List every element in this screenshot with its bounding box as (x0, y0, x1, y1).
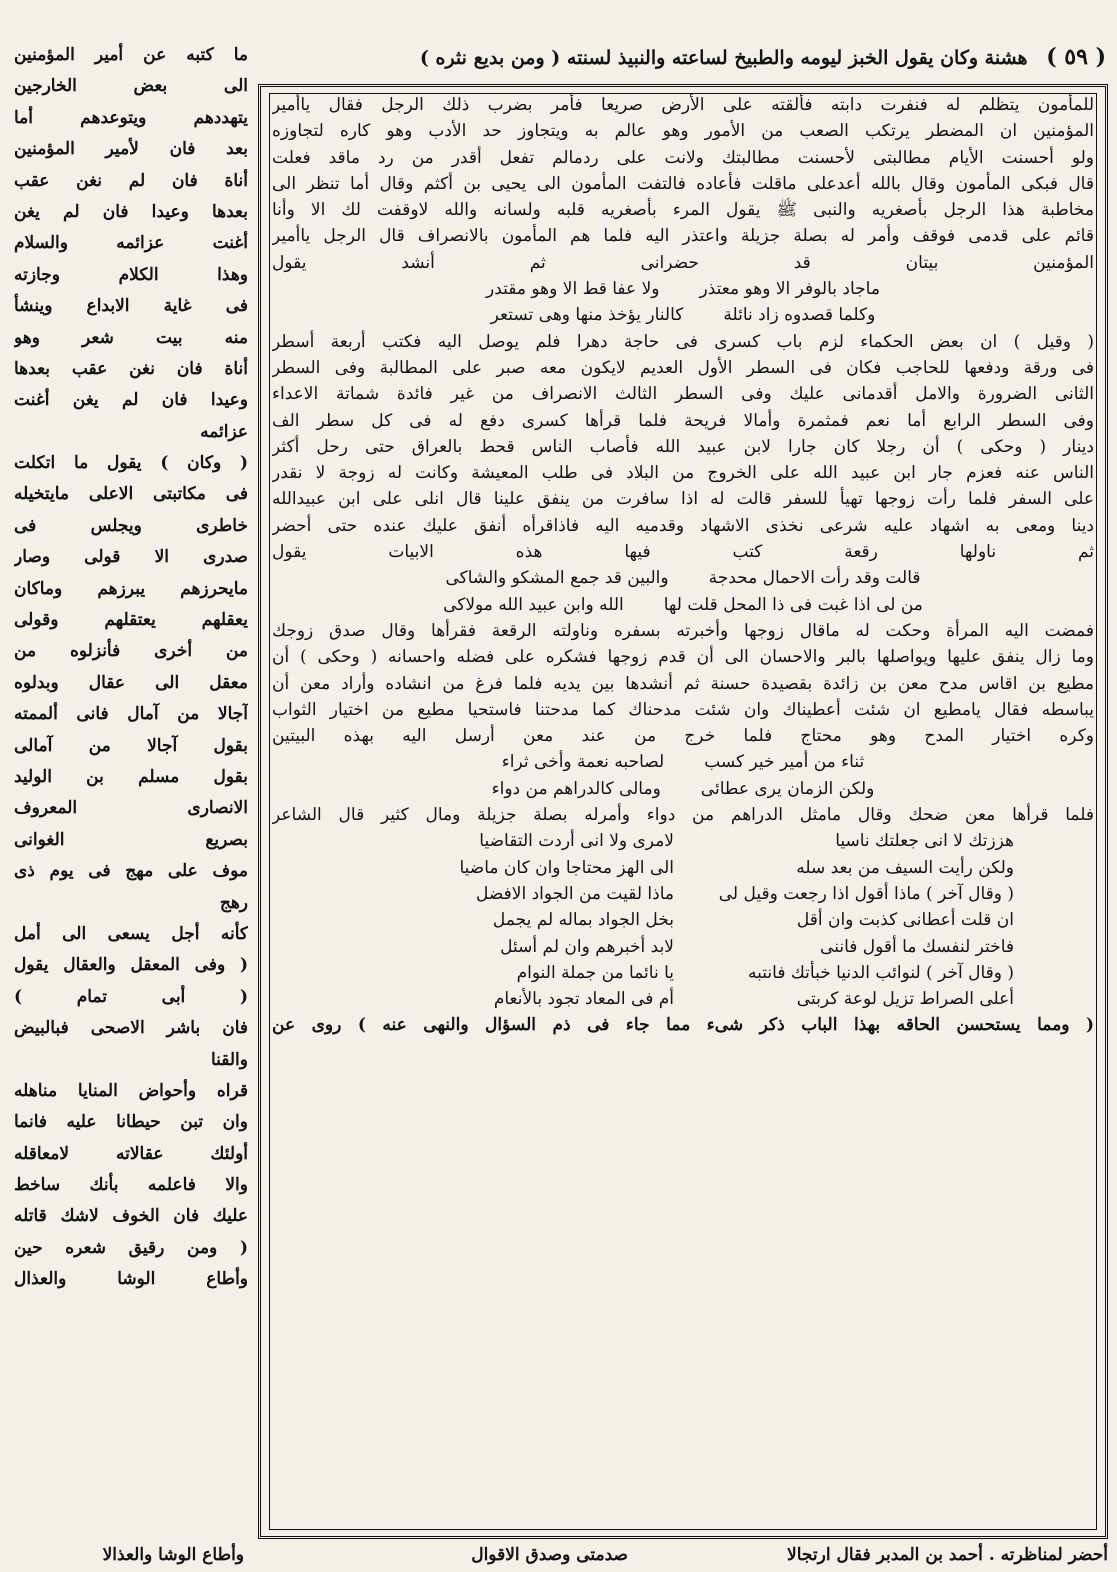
verse-line (272, 592, 1094, 618)
margin-line: بصريع الغوانى (14, 829, 248, 850)
footer-catchword-middle: صدمتى وصدق الاقوال (471, 1545, 628, 1565)
running-title: هشنة وكان يقول الخبز ليومه والطبيخ لساعته والنبيذ لسنته ( ومن بديع نثره ) (419, 47, 1028, 69)
poem-hemistich-left: لابد أخبرهم وان لم أسئل (500, 936, 674, 957)
verse-hemistich-second: لصاحبه نعمة وأخى ثراء (501, 752, 665, 773)
text-line: المؤمنين ان المضطر يرتكب الصعب من الأمور وهو عالم به ويتجاوز حد الأدب وهو كاره لتجاوزه (272, 121, 1094, 142)
poem-line (272, 907, 1094, 933)
margin-line: فان باشر الاصحى فبالبيض (14, 1018, 248, 1039)
verse-hemistich-second: كالنار يؤخذ منها وهى تستعر (490, 305, 684, 326)
main-text-block (272, 92, 1094, 1532)
poem-line (272, 960, 1094, 986)
verse-line (272, 276, 1094, 302)
verse-line (272, 749, 1094, 775)
text-line: للمأمون يتظلم له فنفرت دابته فألقته على الأرض صريعا فأمر بضرب ذلك الرجل فقال ياأمير (272, 95, 1094, 115)
text-line: مخاطبة هذا الرجل بأصغريه والنبى ﷺ يقول المرء بأصغريه قلبه ولسانه والله لاوقفت لك الا وأنا (272, 200, 1094, 221)
margin-line: أناة فان لم نغن عقب (14, 170, 248, 191)
poem-hemistich-right: ولكن رأيت السيف من بعد سله (796, 857, 1014, 878)
margin-line: من أخرى فأنزلوه من (14, 641, 248, 662)
margin-line: يعقلهم يعتقلهم وقولى (14, 610, 248, 631)
poem-line (272, 855, 1094, 881)
poem-hemistich-left: يا نائما من جملة النوام (516, 962, 674, 983)
poem-hemistich-right: فاختر لنفسك ما أقول فاننى (820, 936, 1014, 957)
poem-hemistich-right: ( وقال آخر ) لنوائب الدنيا خبأتك فانتبه (748, 962, 1014, 983)
page-header (266, 36, 1106, 78)
footer-catchword-left: وأطاع الوشا والعذالا (102, 1545, 244, 1565)
margin-line: الى بعض الخارجين (14, 76, 248, 97)
margin-line: بقول آجالا من آمالى (14, 735, 248, 756)
verse-hemistich-first: قالت وقد رأت الاحمال محدجة (708, 568, 921, 589)
text-line: ( وقيل ) ان بعض الحكماء لزم باب كسرى فى حاجة دهرا فلم يوصل اليه فكتب أربعة أسطر (272, 331, 1094, 352)
text-line: ثم ناولها رقعة كتب فيها هذه الابيات يقول (272, 542, 1094, 563)
poem-line (272, 881, 1094, 907)
text-line: الناس عنه فعزم جار ابن عبيد الله على الخروج من البلاد فى طلب المعيشة وكانت له زوجة لا نقدر (272, 463, 1094, 484)
margin-line: يتهددهم ويتوعدهم أما (14, 107, 248, 128)
margin-line: الانصارى المعروف (14, 798, 248, 819)
margin-line: وعيدا فان لم يغن أغنت (14, 390, 248, 411)
verse-line (272, 776, 1094, 802)
text-line: دينا ومعى به اشهاد عليه شرعى نخذى الاشهاد وقدميه اليه فاذاقرأه أنفق عليك عنده حتى أحضر (272, 515, 1094, 536)
poem-hemistich-left: لامرى ولا انى أردت التقاضيا (479, 831, 674, 852)
verse-hemistich-first: ماجاد بالوفر الا وهو معتذر (699, 279, 880, 300)
poem-hemistich-left: ماذا لقيت من الجواد الافضل (476, 883, 674, 904)
text-line: وكره اختيار المدح وهو محتاج فلما خرج من عند معن أرسل اليه بهذه البيتين (272, 726, 1094, 747)
poem-hemistich-left: أم فى المعاد تجود بالأنعام (493, 989, 674, 1010)
margin-line: والا فاعلمه بأنك ساخط (14, 1175, 248, 1196)
margin-line: منه بيت شعر وهو (14, 327, 248, 348)
margin-line: كأنه أجل يسعى الى أمل (14, 923, 248, 944)
verse-hemistich-first: من لى اذا غبت فى ذا المحل قلت لها (663, 594, 923, 615)
text-line: ولو أحسنت الأيام مطالبتى لأحسنت مطالبتك ولانت على ردمالم تفعل أقدر من رد ماقد فعلت (272, 147, 1094, 168)
margin-line: والقنا (210, 1049, 248, 1070)
text-line: المؤمنين بيتان قد حضرانى ثم أنشد يقول (272, 252, 1094, 273)
verse-line (272, 302, 1094, 328)
verse-hemistich-second: الله وابن عبيد الله مولاكى (443, 594, 624, 615)
verse-hemistich-first: ولكن الزمان يرى عطائى (700, 778, 875, 799)
margin-line: ( وفى المعقل والعقال يقول (14, 955, 248, 976)
margin-line: أولئك عقالاته لامعاقله (14, 1143, 248, 1164)
text-line: قال فبكى المأمون وقال بالله أعدعلى ماقلت فأعاده فالتفت المأمون الى يحيى بن أكثم وقال أما تنظر الى (272, 173, 1094, 194)
text-line: الثانى الضرورة والامل أقدمانى عليك وفى السطر الثالث الانصراف من غير فائدة شماتة الاعداء (272, 384, 1094, 405)
text-line: يباسطه فقال يامطيع ان شئت أعطيناك وان شئت مدحناك كما مدحتنا فاستحيا مطيع من اختيار الثواب (272, 699, 1094, 720)
footer-catchword-right: أحضر لمناظرته . أحمد بن المدبر فقال ارتجالا (787, 1545, 1108, 1565)
verse-hemistich-second: ولا عفا قط الا وهو مقتدر (486, 279, 660, 300)
margin-line: وان تبن حيطانا عليه فانما (14, 1112, 248, 1133)
margin-line: أغنت عزائمه والسلام (14, 233, 248, 254)
text-line: فلما قرأها معن ضحك وقال مامثل الدراهم من دواء وأمرله بصلة جزيلة ومال كثير قال الشاعر (272, 805, 1094, 826)
margin-line: ما كتبه عن أمير المؤمنين (14, 45, 248, 65)
margin-line: بقول مسلم بن الوليد (14, 766, 248, 787)
margin-line: موف على مهج فى يوم ذى (14, 861, 248, 882)
margin-column (14, 40, 248, 1530)
margin-line: وأطاع الوشا والعذال (14, 1269, 248, 1290)
poem-hemistich-right: هززتك لا انى جعلتك ناسيا (835, 831, 1014, 852)
text-line: مطيع بن اقاس مدح معن بن زائدة بقصيدة حسنة ثم أنشدها بين يديه فلما فرغ من انشاده وأراد معن أن (272, 673, 1094, 694)
poem-line (272, 934, 1094, 960)
poem-line (272, 986, 1094, 1012)
text-line: فى ورقة ودفعها للحاجب فكان فى السطر الأول العديم لايكون معه صبر على المطالبة وفى السطر (272, 357, 1094, 378)
verse-hemistich-first: وكلما قصدوه زاد نائلة (723, 305, 876, 326)
poem-hemistich-right: ( وقال آخر ) ماذا أقول اذا رجعت وقيل لى (718, 883, 1014, 904)
margin-line: صدرى الا قولى وصار (14, 547, 248, 568)
margin-line: رهج (219, 892, 248, 913)
margin-line: ( أبى تمام ) (14, 986, 248, 1007)
page-number: ( ٥٩ ) (1046, 44, 1106, 70)
margin-line: ( ومن رقيق شعره حين (14, 1237, 248, 1258)
margin-line: عليك فان الخوف لاشك قاتله (14, 1206, 248, 1227)
margin-line: بعد فان لأمير المؤمنين (14, 139, 248, 160)
text-line: على السفر فلما رأت زوجها تهيأ للسفر قالت له اذا سافرت من ينفق علينا قال انلى على ابن عبيدالله (272, 489, 1094, 510)
margin-line: مايحرزهم يبرزهم وماكان (14, 578, 248, 599)
margin-line: ( وكان ) يقول ما اتكلت (14, 453, 248, 474)
poem-hemistich-left: بخل الجواد بماله لم يجمل (492, 910, 674, 931)
footer-catchwords (14, 1540, 1108, 1570)
text-line: فمضت اليه المرأة وحكت له ماقال زوجها وأخبرته بسفره وناولته الرقعة فقرأها وقال صدق زوجك (272, 620, 1094, 641)
margin-line: آجالا من آمال فانى ألممته (14, 704, 248, 725)
text-line: دينار ( وحكى ) أن رجلا كان جارا لابن عبيد الله فأصاب الناس قحط بالعراق حتى رحل أكثر (272, 436, 1094, 457)
margin-line: أناة فان نغن عقب بعدها (14, 358, 248, 379)
text-line: وما زال ينفق عليها ويواصلها بالبر والاحسان الى أن قدم زوجها فشكره على فضله واحسانه ( وحكى ) أن (272, 647, 1094, 668)
verse-line (272, 565, 1094, 591)
margin-line: وهذا الكلام وجازته (14, 264, 248, 285)
margin-line: فى مكاتبتى الاعلى مايتخيله (14, 484, 248, 505)
verse-hemistich-second: ومالى كالدراهم من دواء (491, 778, 661, 799)
poem-hemistich-right: أعلى الصراط تزيل لوعة كربتى (796, 989, 1014, 1010)
margin-line: خاطرى ويجلس فى (14, 515, 248, 536)
margin-line: معقل الى عقال وبدلوه (14, 672, 248, 693)
margin-line: قراه وأحواض المنايا مناهله (14, 1080, 248, 1101)
text-line: قائم على قدمى فوقف وأمر له بصلة جزيلة واعتذر اليه فلما هم المأمون بالانصراف قال الرجل ياأمير (272, 226, 1094, 247)
margin-line: عزائمه (200, 421, 248, 442)
margin-line: فى غاية الابداع وينشأ (14, 296, 248, 317)
poem-line (272, 828, 1094, 854)
poem-hemistich-right: ان قلت أعطانى كذبت وان أقل (796, 910, 1014, 931)
text-line: وفى السطر الرابع أما نعم فمثمرة وأمالا فريحة فلما قرأها كسرى دفع له فى كل سطر الف (272, 410, 1094, 431)
margin-line: بعدها وعيدا فان لم يغن (14, 201, 248, 222)
section-heading-line: ( ومما يستحسن الحاقه بهذا الباب ذكر شىء مما جاء فى ذم السؤال والنهى عنه ) روى عن (272, 1015, 1094, 1036)
verse-hemistich-second: والبين قد جمع المشكو والشاكى (445, 568, 669, 589)
poem-hemistich-left: الى الهز محتاجا وان كان ماضيا (459, 857, 674, 878)
verse-hemistich-first: ثناء من أمير خير كسب (704, 752, 865, 773)
